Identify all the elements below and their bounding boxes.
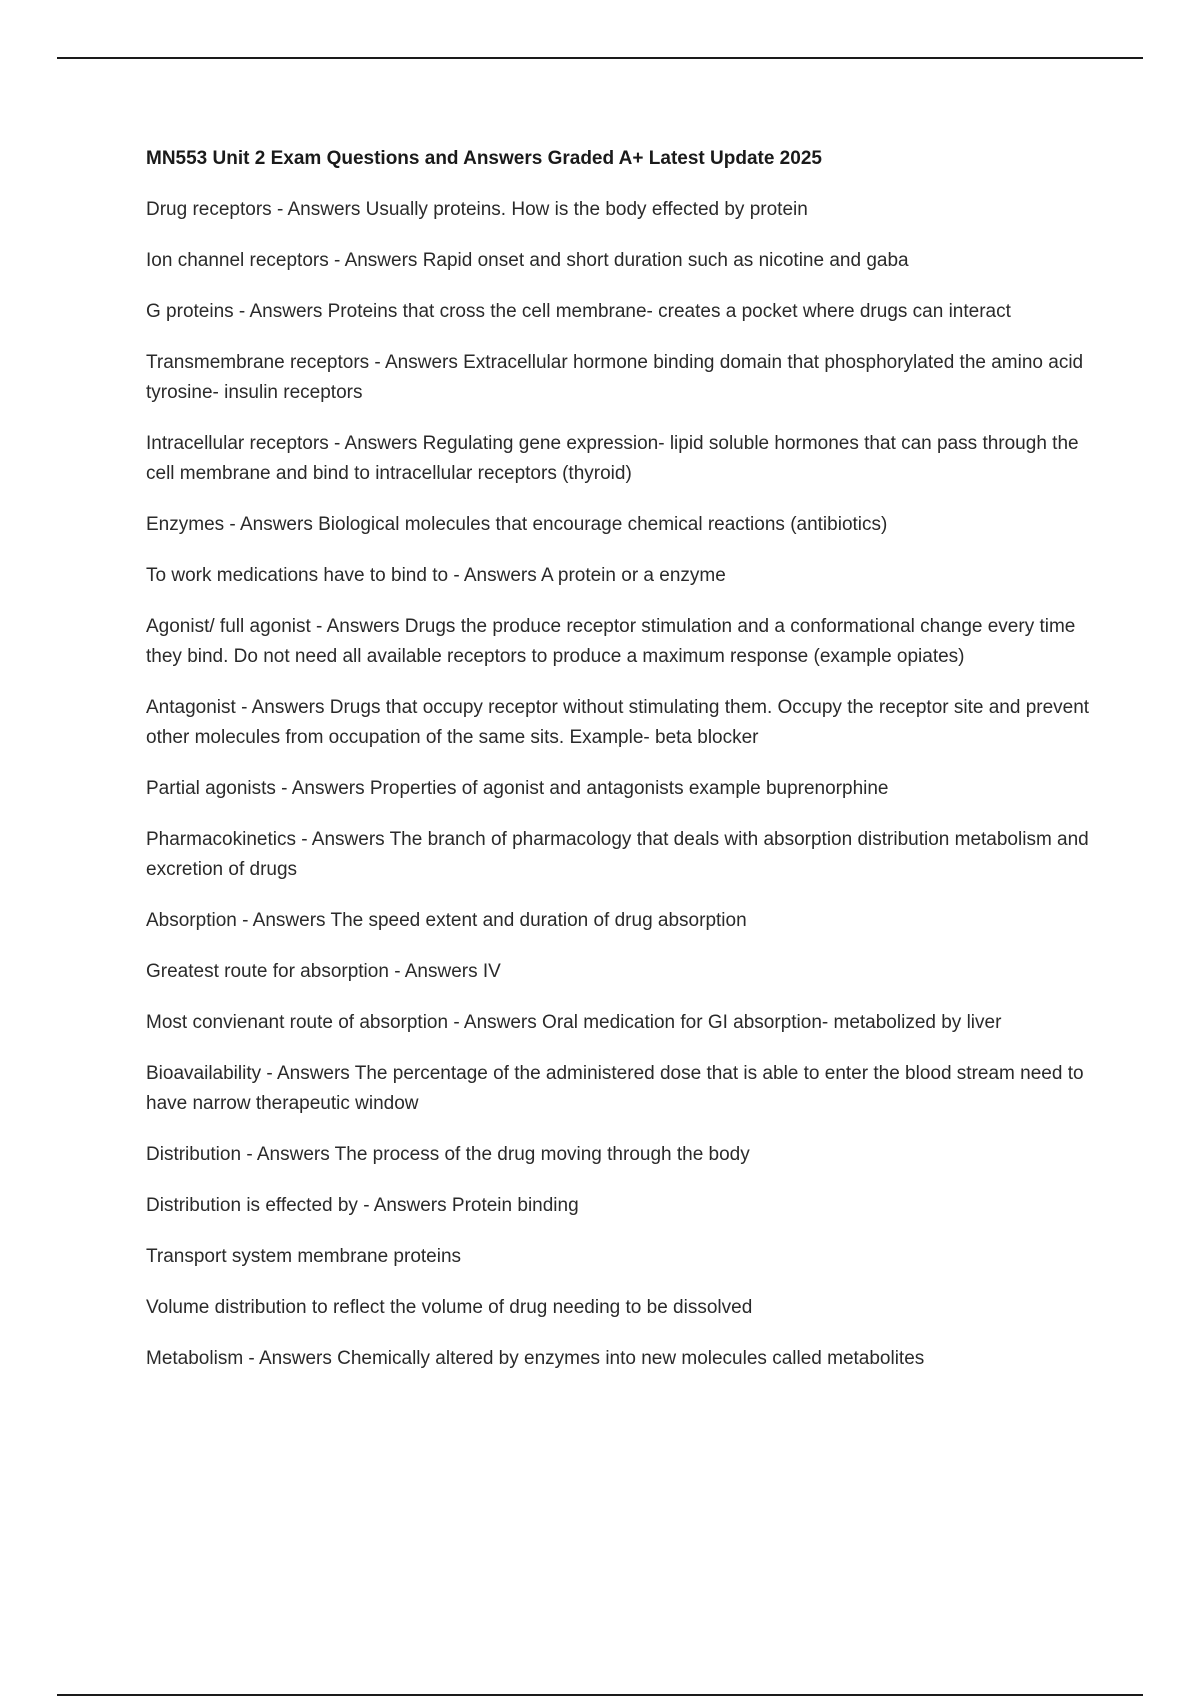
qa-item: Intracellular receptors - Answers Regulating gene expression- lipid soluble hormones that can pass through the cell membrane and bind to intracellular receptors (thyroid) [146, 433, 1079, 484]
qa-item: Agonist/ full agonist - Answers Drugs the produce receptor stimulation and a conformational change every time they bind. Do not need all available receptors to produce a maximum response (example opiates) [146, 616, 1076, 667]
qa-item: Distribution - Answers The process of the drug moving through the body [146, 1144, 750, 1165]
qa-item: Metabolism - Answers Chemically altered by enzymes into new molecules called metabolites [146, 1348, 925, 1369]
qa-item: Volume distribution to reflect the volume of drug needing to be dissolved [146, 1297, 753, 1318]
qa-item: Transport system membrane proteins [146, 1246, 462, 1267]
qa-item: Pharmacokinetics - Answers The branch of pharmacology that deals with absorption distribution metabolism and excretion of drugs [146, 829, 1089, 880]
bottom-divider [57, 1694, 1143, 1696]
document-body [146, 145, 1096, 1395]
top-divider [57, 57, 1143, 59]
qa-item: Ion channel receptors - Answers Rapid onset and short duration such as nicotine and gaba [146, 250, 909, 271]
qa-item: To work medications have to bind to - Answers A protein or a enzyme [146, 565, 726, 586]
qa-item: Bioavailability - Answers The percentage of the administered dose that is able to enter the blood stream need to have narrow therapeutic window [146, 1063, 1084, 1114]
qa-item: Distribution is effected by - Answers Protein binding [146, 1195, 579, 1216]
qa-item: Drug receptors - Answers Usually proteins. How is the body effected by protein [146, 199, 808, 220]
document-title: MN553 Unit 2 Exam Questions and Answers Graded A+ Latest Update 2025 [146, 148, 822, 169]
qa-item: Absorption - Answers The speed extent and duration of drug absorption [146, 910, 747, 931]
qa-item: Greatest route for absorption - Answers IV [146, 961, 501, 982]
qa-item: Most convienant route of absorption - Answers Oral medication for GI absorption- metabolized by liver [146, 1012, 1002, 1033]
qa-item: Antagonist - Answers Drugs that occupy receptor without stimulating them. Occupy the receptor site and prevent other molecules from occupation of the same sits. Example- beta blocker [146, 697, 1090, 748]
qa-item: Transmembrane receptors - Answers Extracellular hormone binding domain that phosphorylated the amino acid tyrosine- insulin receptors [146, 352, 1084, 403]
qa-item: Enzymes - Answers Biological molecules that encourage chemical reactions (antibiotics) [146, 514, 888, 535]
qa-item: Partial agonists - Answers Properties of agonist and antagonists example buprenorphine [146, 778, 889, 799]
qa-item: G proteins - Answers Proteins that cross the cell membrane- creates a pocket where drugs can interact [146, 301, 1011, 322]
